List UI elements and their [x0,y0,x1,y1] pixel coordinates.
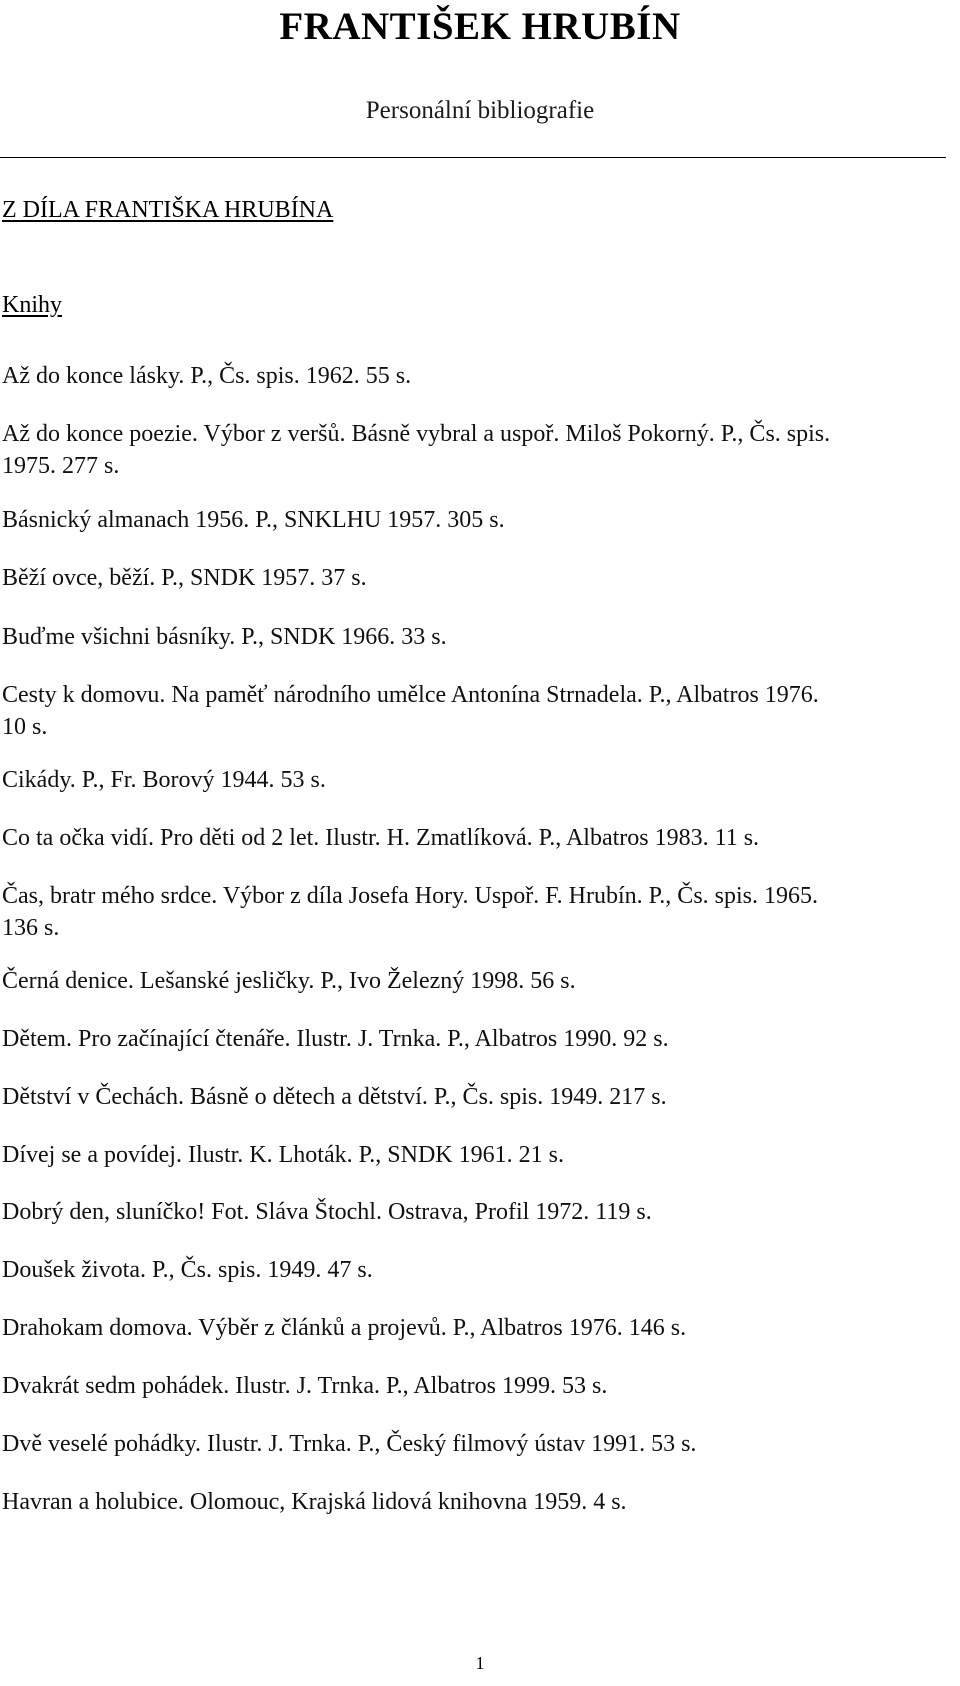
bibliography-entry: Čas, bratr mého srdce. Výbor z díla Josefa Hory. Uspoř. F. Hrubín. P., Čs. spis. 1965. 136 s. [2,883,818,941]
bibliography-entry: Co ta očka vidí. Pro děti od 2 let. Ilustr. H. Zmatlíková. P., Albatros 1983. 11 s. [2,825,760,851]
bibliography-entry: Běží ovce, běží. P., SNDK 1957. 37 s. [2,565,367,591]
bibliography-entry: Černá denice. Lešanské jesličky. P., Ivo Železný 1998. 56 s. [2,968,576,994]
page-title: FRANTIŠEK HRUBÍN [279,5,681,48]
page-number: 1 [475,1653,485,1673]
bibliography-entry: Až do konce poezie. Výbor z veršů. Básně vybral a uspoř. Miloš Pokorný. P., Čs. spis. 1975. 277 s. [2,421,831,479]
bibliography-entry: Buďme všichni básníky. P., SNDK 1966. 33 s. [2,624,447,650]
bibliography-entry: Cesty k domovu. Na paměť národního umělce Antonína Strnadela. P., Albatros 1976. 10 s. [2,682,819,740]
bibliography-entry: Dívej se a povídej. Ilustr. K. Lhoták. P., SNDK 1961. 21 s. [2,1142,564,1168]
bibliography-entry: Až do konce lásky. P., Čs. spis. 1962. 55 s. [2,363,412,389]
bibliography-entry: Cikády. P., Fr. Borový 1944. 53 s. [2,767,326,793]
bibliography-entry: Dvakrát sedm pohádek. Ilustr. J. Trnka. P., Albatros 1999. 53 s. [2,1373,608,1399]
bibliography-entry: Havran a holubice. Olomouc, Krajská lidová knihovna 1959. 4 s. [2,1489,627,1515]
bibliography-entry: Dvě veselé pohádky. Ilustr. J. Trnka. P., Český filmový ústav 1991. 53 s. [2,1431,697,1457]
bibliography-entry: Doušek života. P., Čs. spis. 1949. 47 s. [2,1257,373,1283]
page-subtitle: Personální bibliografie [365,97,595,124]
bibliography-entry: Dětství v Čechách. Básně o dětech a dětství. P., Čs. spis. 1949. 217 s. [2,1084,667,1110]
bibliography-entry: Básnický almanach 1956. P., SNKLHU 1957. 305 s. [2,507,505,533]
horizontal-rule [0,157,946,158]
subsection-heading-books: Knihy [2,292,62,318]
bibliography-entry: Dobrý den, sluníčko! Fot. Sláva Štochl. Ostrava, Profil 1972. 119 s. [2,1199,652,1225]
section-heading: Z DÍLA FRANTIŠKA HRUBÍNA [2,197,334,223]
bibliography-entry: Drahokam domova. Výběr z článků a projevů. P., Albatros 1976. 146 s. [2,1315,687,1341]
bibliography-entry: Dětem. Pro začínající čtenáře. Ilustr. J. Trnka. P., Albatros 1990. 92 s. [2,1026,669,1052]
